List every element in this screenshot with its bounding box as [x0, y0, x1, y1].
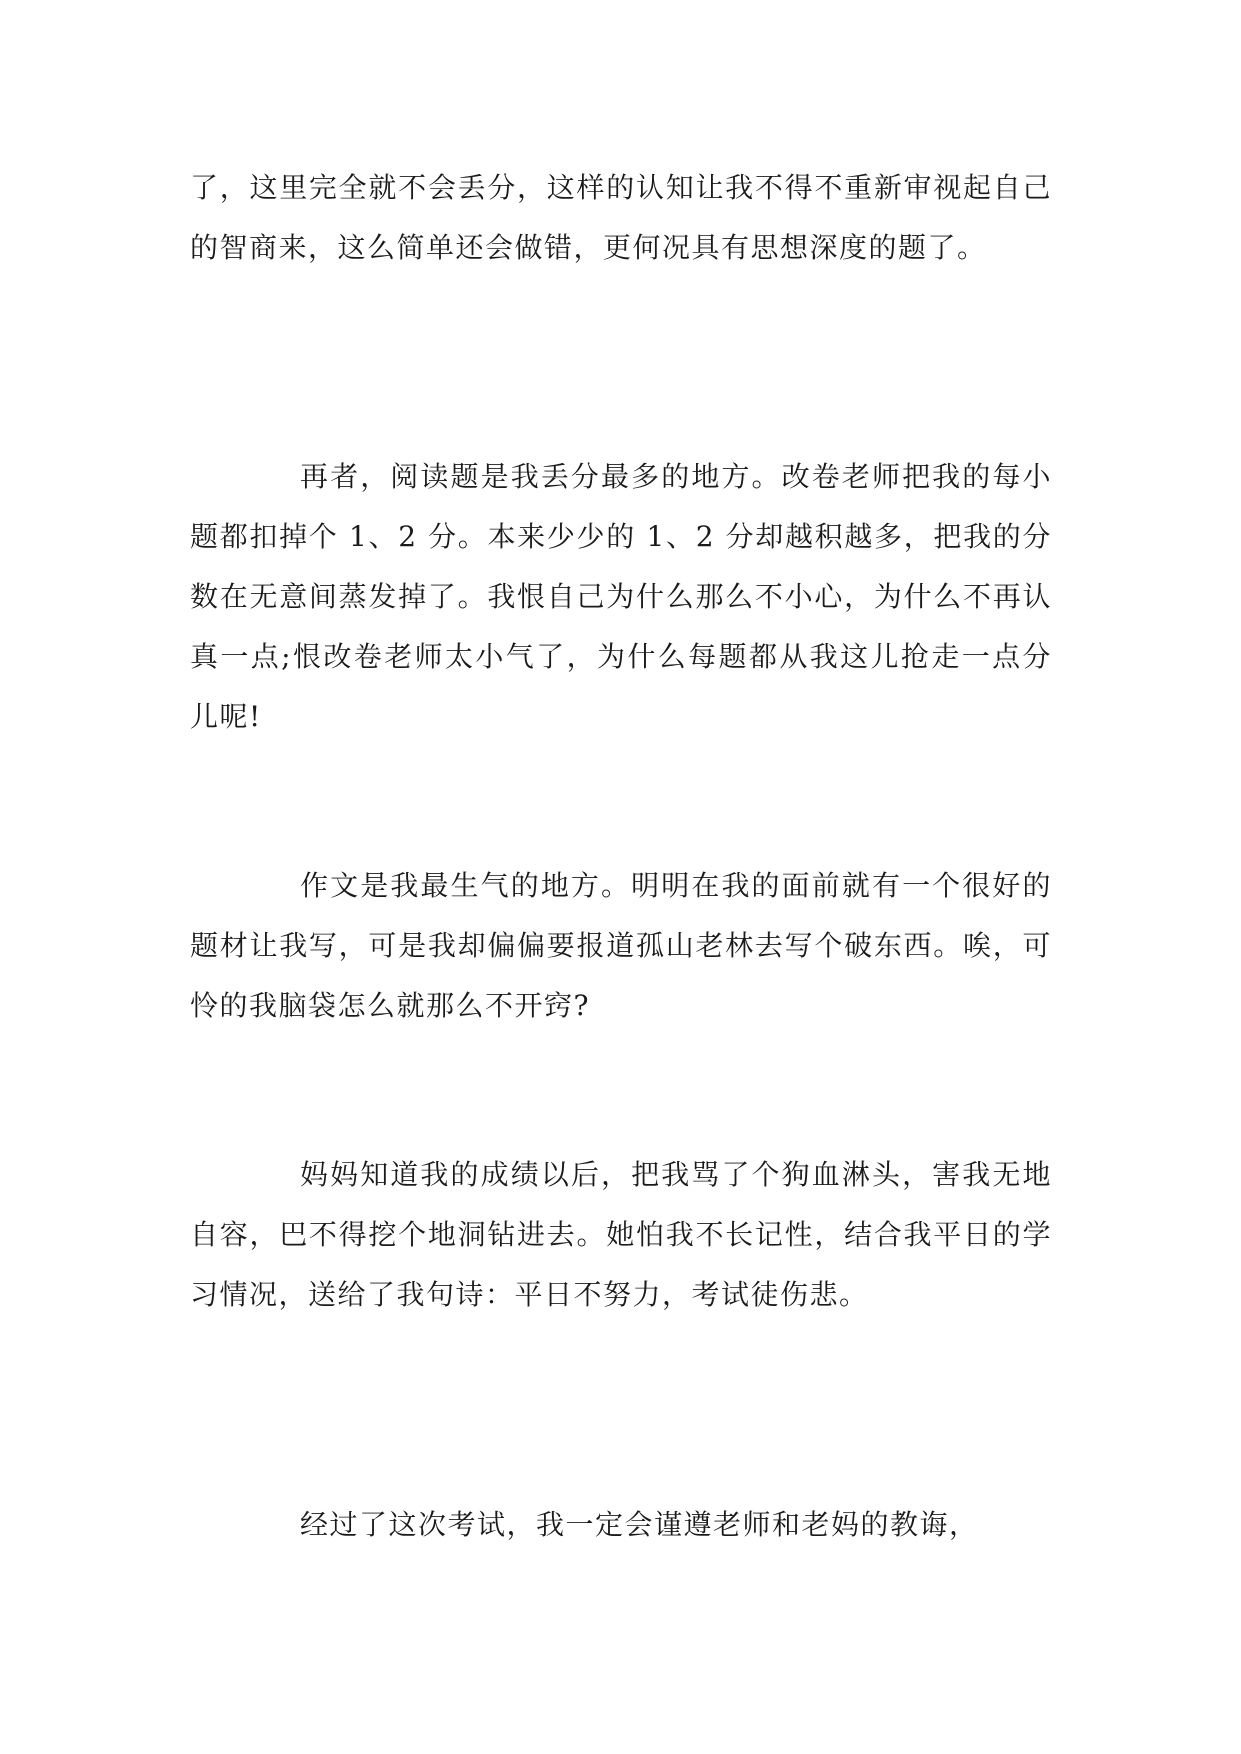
- paragraph-reading-section: 再者，阅读题是我丢分最多的地方。改卷老师把我的每小题都扣掉个 1、2 分。本来少少的 1、2 分却越积越多，把我的分数在无意间蒸发掉了。我恨自己为什么那么不小心，为什么不再认真一点;恨改卷老师太小气了，为什么每题都从我这儿抢走一点分儿呢!: [190, 460, 1052, 733]
- paragraph-mother: 妈妈知道我的成绩以后，把我骂了个狗血淋头，害我无地自容，巴不得挖个地洞钻进去。她怕我不长记性，结合我平日的学习情况，送给了我句诗：平日不努力，考试徒伤悲。: [190, 1158, 1052, 1311]
- paragraph-continued: 了，这里完全就不会丢分，这样的认知让我不得不重新审视起自己的智商来，这么简单还会做错，更何况具有思想深度的题了。: [190, 171, 1052, 264]
- paragraph-composition: 作文是我最生气的地方。明明在我的面前就有一个很好的题材让我写，可是我却偏偏要报道孤山老林去写个破东西。唉，可怜的我脑袋怎么就那么不开窍?: [190, 869, 1052, 1022]
- paragraph-conclusion: 经过了这次考试，我一定会谨遵老师和老妈的教诲，: [300, 1508, 979, 1541]
